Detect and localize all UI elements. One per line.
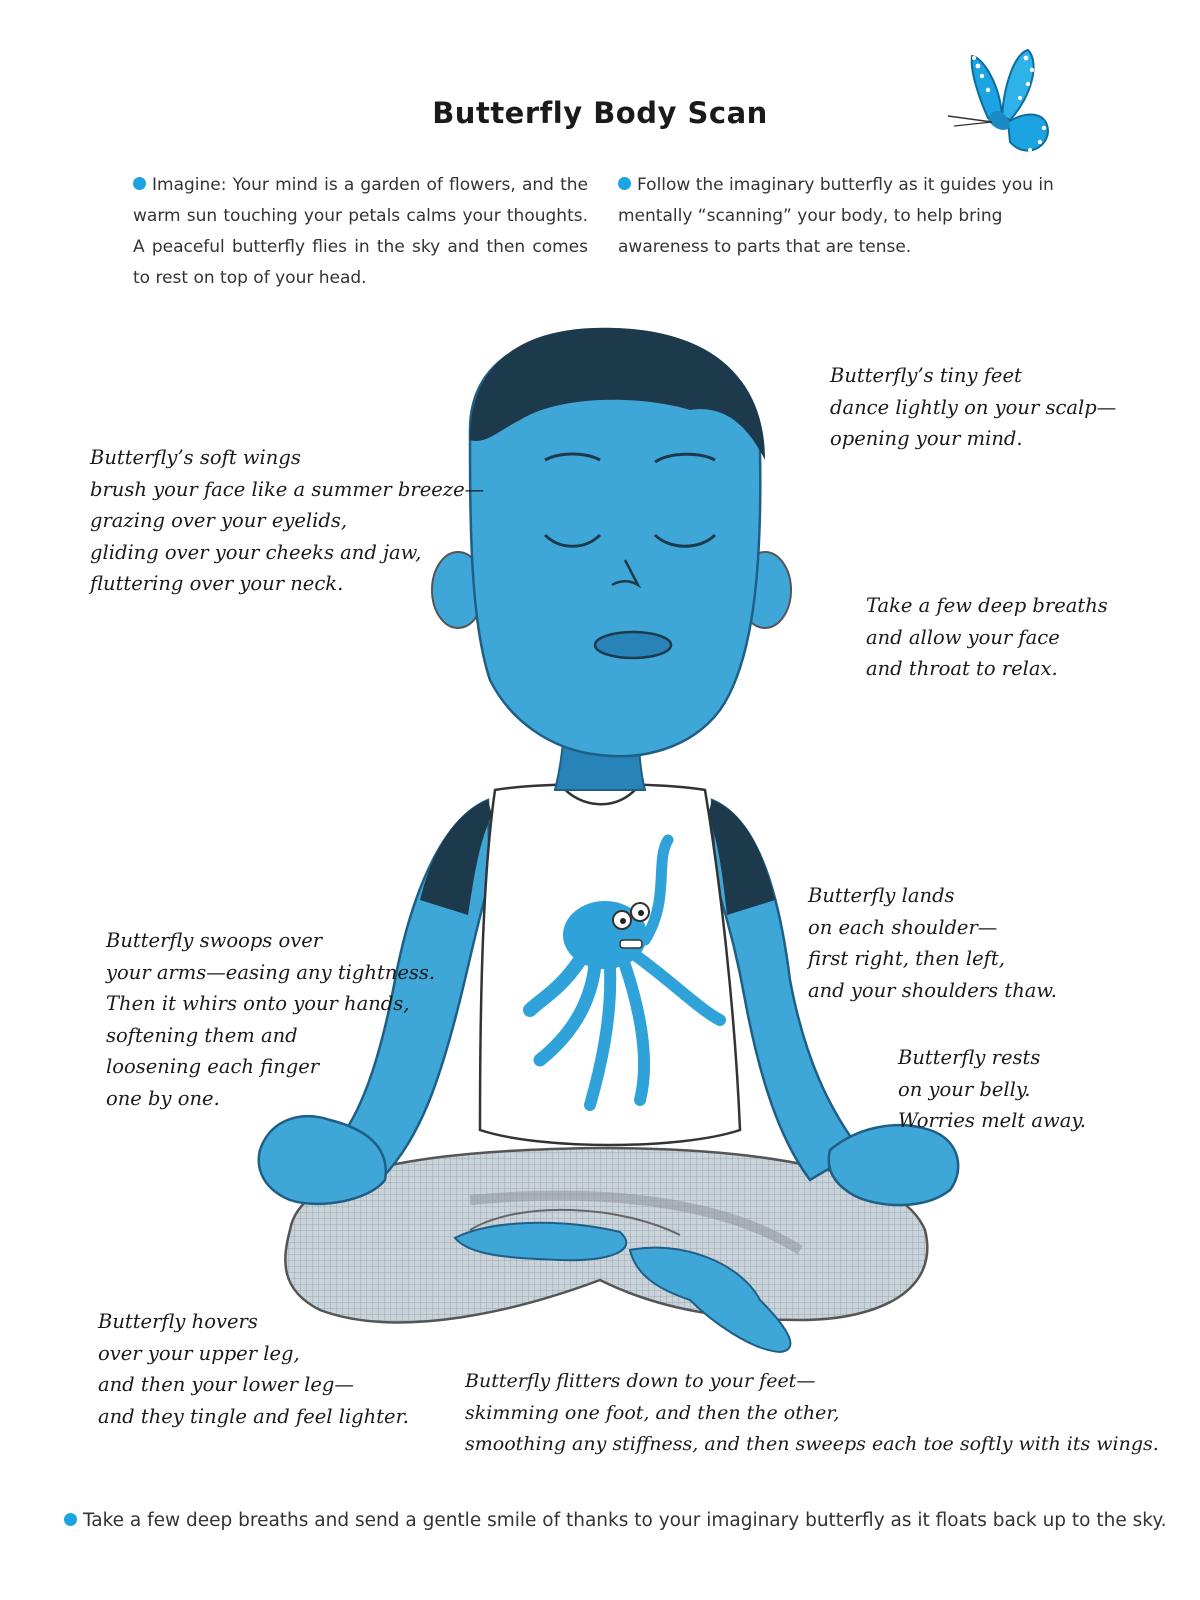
verse-line: Butterfly’s tiny feet xyxy=(830,364,1022,387)
verse-line: Butterfly hovers xyxy=(98,1310,258,1333)
verse-line: gliding over your cheeks and jaw, xyxy=(90,540,422,564)
verse-breaths xyxy=(866,590,1108,685)
head xyxy=(432,328,791,756)
verse-line: Worries melt away. xyxy=(898,1109,1086,1132)
verse-line: one by one. xyxy=(106,1086,220,1110)
verse-belly xyxy=(898,1042,1086,1137)
verse-line: Butterfly lands xyxy=(808,884,955,907)
intro-follow-text: Follow the imaginary butterfly as it guides you in mentally “scanning” your body, to help bring awareness to parts that are tense. xyxy=(618,175,1054,257)
page-title: Butterfly Body Scan xyxy=(432,96,768,130)
verse-line: and allow your face xyxy=(866,625,1060,649)
verse-wings xyxy=(90,442,484,600)
verse-line: Butterfly’s soft wings xyxy=(90,446,301,469)
verse-line: grazing over your eyelids, xyxy=(90,509,348,532)
closing-instruction xyxy=(64,1510,1174,1531)
verse-line: your arms—easing any tightness. xyxy=(106,960,436,984)
verse-line: smoothing any stiffness, and then sweeps each toe softly with its wings. xyxy=(465,1433,1159,1455)
verse-toes xyxy=(465,1366,1159,1461)
verse-line: Butterfly rests xyxy=(898,1046,1041,1069)
verse-line: opening your mind. xyxy=(830,427,1023,450)
verse-line: Butterfly swoops over xyxy=(106,929,323,952)
verse-line: Butterfly flitters down to your feet— xyxy=(465,1370,816,1392)
verse-line: and they tingle and feel lighter. xyxy=(98,1404,409,1428)
verse-line: first right, then left, xyxy=(808,947,1005,970)
verse-line: and throat to relax. xyxy=(866,657,1058,680)
verse-line: Take a few deep breaths xyxy=(866,594,1108,617)
verse-shoulders xyxy=(808,880,1057,1006)
verse-feet-scalp xyxy=(830,360,1116,455)
verse-line: softening them and xyxy=(106,1023,298,1047)
verse-line: loosening each finger xyxy=(106,1055,320,1078)
verse-line: skimming one foot, and then the other, xyxy=(465,1401,840,1424)
verse-line: fluttering over your neck. xyxy=(90,572,344,595)
closing-text: Take a few deep breaths and send a gentle smile of thanks to your imaginary butterfly as it floats back up to the sky. xyxy=(83,1510,1167,1531)
verse-arms xyxy=(106,925,435,1114)
verse-line: dance lightly on your scalp— xyxy=(830,395,1117,419)
bullet-icon xyxy=(64,1513,77,1526)
verse-line: Then it whirs onto your hands, xyxy=(106,992,410,1015)
intro-imagine-text: Imagine: Your mind is a garden of flowers, and the warm sun touching your petals calms your thoughts. A peaceful butterfly flies in the sky and then comes to rest on top of your head. xyxy=(133,175,588,288)
verse-line: brush your face like a summer breeze— xyxy=(90,477,485,501)
verse-legs xyxy=(98,1306,409,1432)
verse-line: and then your lower leg— xyxy=(98,1373,354,1396)
verse-line: and your shoulders thaw. xyxy=(808,978,1057,1002)
verse-line: on your belly. xyxy=(898,1077,1031,1101)
verse-line: over your upper leg, xyxy=(98,1341,300,1365)
verse-line: on each shoulder— xyxy=(808,915,998,939)
